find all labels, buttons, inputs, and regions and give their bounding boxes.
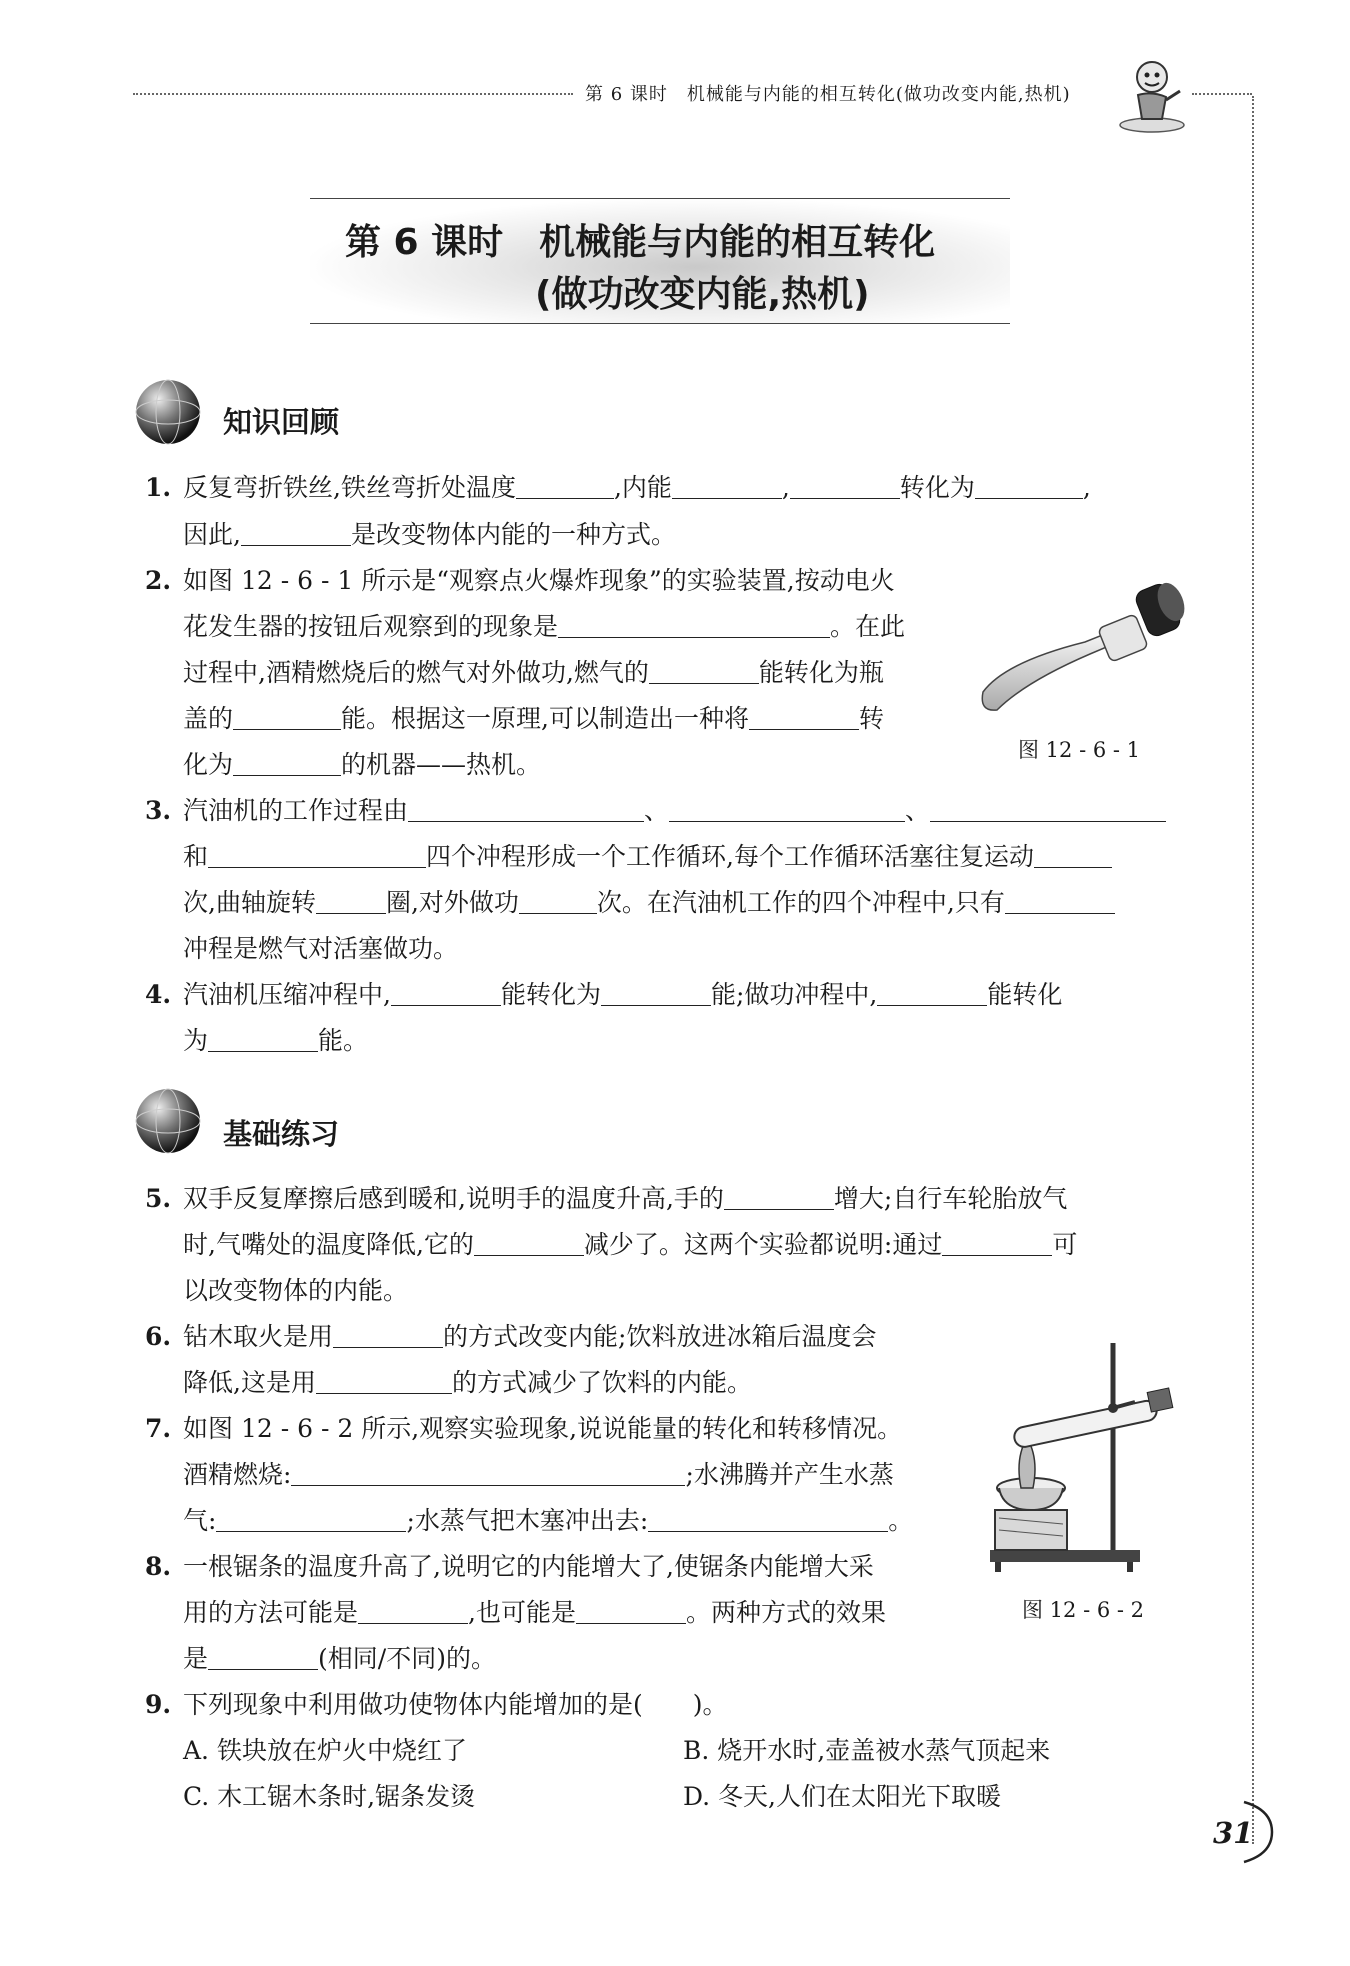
option-a[interactable]: A. 铁块放在炉火中烧红了 <box>183 1736 467 1765</box>
question-1: 1. 反复弯折铁丝,铁丝弯折处温度 ,内能 , 转化为 , <box>145 473 1091 502</box>
question-8-line2: 用的方法可能是 ,也可能是 。两种方式的效果 <box>183 1598 886 1627</box>
boiling-tube-apparatus-figure <box>985 1338 1195 1576</box>
question-2-line5: 化为 的机器——热机。 <box>183 750 542 779</box>
question-3: 3. 汽油机的工作过程由 、 、 <box>145 794 1166 828</box>
question-7-line3: 气: ;水蒸气把木塞冲出去: 。 <box>183 1506 914 1535</box>
section-title-practice: 基础练习 <box>223 1117 340 1151</box>
question-2-line2: 花发生器的按钮后观察到的现象是 。在此 <box>183 612 906 641</box>
option-c[interactable]: C. 木工锯木条时,锯条发烫 <box>183 1782 476 1811</box>
globe-icon <box>133 1086 203 1156</box>
question-6-line2: 降低,这是用 的方式减少了饮料的内能。 <box>183 1368 752 1397</box>
question-1-line2: 因此, 是改变物体内能的一种方式。 <box>183 520 676 549</box>
lesson-title: 第 6 课时 机械能与内能的相互转化 <box>345 222 936 263</box>
lesson-subtitle: (做功改变内能,热机) <box>535 274 870 315</box>
question-2: 2. 如图 12 - 6 - 1 所示是“观察点火爆炸现象”的实验装置,按动电火 <box>145 566 895 595</box>
page-number: 31 <box>1213 1816 1254 1850</box>
question-3-line3: 次,曲轴旋转 圈,对外做功 次。在汽油机工作的四个冲程中,只有 <box>183 886 1115 920</box>
cartoon-mascot-icon <box>1112 55 1190 135</box>
header-rule-right <box>1192 93 1252 95</box>
globe-icon <box>133 377 203 447</box>
question-3-line4: 冲程是燃气对活塞做功。 <box>183 934 459 963</box>
question-5-line2: 时,气嘴处的温度降低,它的 减少了。这两个实验都说明:通过 可 <box>183 1230 1078 1259</box>
running-title: 第 6 课时 机械能与内能的相互转化(做功改变内能,热机) <box>585 84 1071 105</box>
question-8-line3: 是 (相同/不同)的。 <box>183 1644 496 1673</box>
option-b[interactable]: B. 烧开水时,壶盖被水蒸气顶起来 <box>683 1736 1051 1765</box>
page-margin-rule <box>1252 96 1254 1844</box>
question-4-line2: 为 能。 <box>183 1026 369 1055</box>
header-rule-left <box>133 93 573 95</box>
figure-caption-12-6-1: 图 12 - 6 - 1 <box>1018 738 1141 762</box>
ignition-device-figure <box>975 572 1190 717</box>
question-5-line3: 以改变物体的内能。 <box>183 1276 409 1305</box>
question-4: 4. 汽油机压缩冲程中, 能转化为 能;做功冲程中, 能转化 <box>145 980 1063 1009</box>
option-d[interactable]: D. 冬天,人们在太阳光下取暖 <box>683 1782 1001 1811</box>
question-3-line2: 和 四个冲程形成一个工作循环,每个工作循环活塞往复运动 <box>183 840 1112 874</box>
section-title-review: 知识回顾 <box>223 405 340 439</box>
question-9: 9. 下列现象中利用做功使物体内能增加的是( )。 <box>145 1690 728 1719</box>
question-7-line2: 酒精燃烧: ;水沸腾并产生水蒸 <box>183 1460 894 1489</box>
question-8: 8. 一根锯条的温度升高了,说明它的内能增大了,使锯条内能增大采 <box>145 1552 874 1581</box>
question-5: 5. 双手反复摩擦后感到暖和,说明手的温度升高,手的 增大;自行车轮胎放气 <box>145 1184 1068 1213</box>
question-2-line4: 盖的 能。根据这一原理,可以制造出一种将 转 <box>183 704 884 733</box>
figure-caption-12-6-2: 图 12 - 6 - 2 <box>1022 1598 1145 1622</box>
question-6: 6. 钻木取火是用 的方式改变内能;饮料放进冰箱后温度会 <box>145 1322 877 1351</box>
question-2-line3: 过程中,酒精燃烧后的燃气对外做功,燃气的 能转化为瓶 <box>183 658 884 687</box>
question-7: 7. 如图 12 - 6 - 2 所示,观察实验现象,说说能量的转化和转移情况。 <box>145 1414 903 1443</box>
